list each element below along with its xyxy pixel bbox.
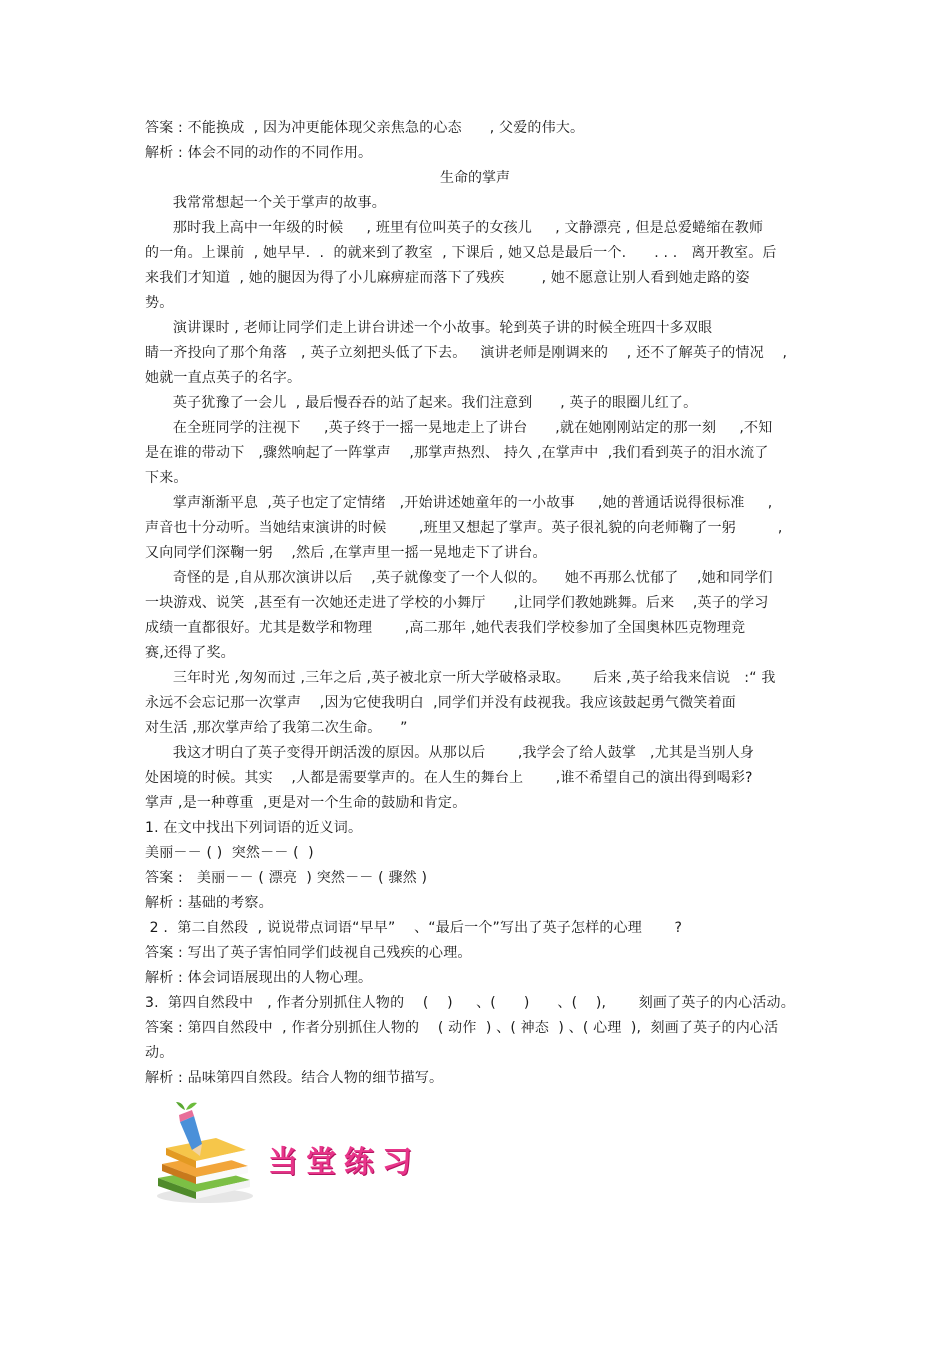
question-line: 美丽－－ ( ) 突然－－ ( ) xyxy=(145,845,314,861)
paragraph-line: 是在谁的带动下 ,骤然响起了一阵掌声 ,那掌声热烈、 持久 ,在掌声中 ,我们看到英子的泪水流了 xyxy=(145,445,769,461)
analysis-line: 解析 : 体会词语展现出的人物心理。 xyxy=(145,970,373,986)
paragraph-line: 下来。 xyxy=(145,470,188,486)
answer-line: 答案 : 第四自然段中 , 作者分别抓住人物的 ( 动作 ) 、( 神态 ) 、( 心理 ), 刻画了英子的内心活 xyxy=(145,1020,779,1036)
paragraph-line: 我这才明白了英子变得开朗活泼的原因。从那以后 ,我学会了给人鼓掌 ,尤其是当别人身 xyxy=(145,745,755,761)
analysis-line: 解析 : 基础的考察。 xyxy=(145,895,273,911)
paragraph-line: 永远不会忘记那一次掌声 ,因为它使我明白 ,同学们并没有歧视我。我应该鼓起勇气微笑着面 xyxy=(145,695,736,711)
analysis-line: 解析 : 体会不同的动作的不同作用。 xyxy=(145,145,373,161)
paragraph-line: 在全班同学的注视下 ,英子终于一摇一晃地走上了讲台 ,就在她刚刚站定的那一刻 ,不知 xyxy=(145,420,773,436)
paragraph-line: 声音也十分动听。当她结束演讲的时候 ,班里又想起了掌声。英子很礼貌的向老师鞠了一躬 , xyxy=(145,520,783,536)
paragraph-line: 成绩一直都很好。尤其是数学和物理 ,高二那年 ,她代表我们学校参加了全国奥林匹克物理竞 xyxy=(145,620,746,636)
section-heading: 当堂练习 xyxy=(268,1145,420,1180)
paragraph-line: 掌声 ,是一种尊重 ,更是对一个生命的鼓励和肯定。 xyxy=(145,795,467,811)
paragraph-line: 我常常想起一个关于掌声的故事。 xyxy=(145,195,386,211)
paragraph-line: 处困境的时候。其实 ,人都是需要掌声的。在人生的舞台上 ,谁不希望自己的演出得到喝彩? xyxy=(145,770,753,786)
paragraph-line: 又向同学们深鞠一躬 ,然后 ,在掌声里一摇一晃地走下了讲台。 xyxy=(145,545,547,561)
stacked-books-icon xyxy=(150,1100,260,1205)
analysis-line: 解析 : 品味第四自然段。结合人物的细节描写。 xyxy=(145,1070,444,1086)
passage-title: 生命的掌声 xyxy=(440,170,510,186)
paragraph-line: 对生活 ,那次掌声给了我第二次生命。 ” xyxy=(145,720,408,736)
paragraph-line: 势。 xyxy=(145,295,174,311)
question-line: 2 . 第二自然段 , 说说带点词语“早早” 、“最后一个”写出了英子怎样的心理 ? xyxy=(145,920,683,936)
paragraph-line: 那时我上高中一年级的时候 , 班里有位叫英子的女孩儿 , 文静漂亮 , 但是总爱蜷缩在教师 xyxy=(145,220,764,236)
paragraph-line: 掌声渐渐平息 ,英子也定了定情绪 ,开始讲述她童年的一小故事 ,她的普通话说得很标准 , xyxy=(145,495,773,511)
answer-line: 答案 : 不能换成 , 因为冲更能体现父亲焦急的心态 , 父爱的伟大。 xyxy=(145,120,585,136)
paragraph-line: 英子犹豫了一会儿 , 最后慢吞吞的站了起来。我们注意到 , 英子的眼圈儿红了。 xyxy=(145,395,698,411)
paragraph-line: 睛一齐投向了那个角落 , 英子立刻把头低了下去。 演讲老师是刚调来的 , 还不了解英子的情况 , xyxy=(145,345,788,361)
answer-line: 动。 xyxy=(145,1045,174,1061)
paragraph-line: 三年时光 ,匆匆而过 ,三年之后 ,英子被北京一所大学破格录取。 后来 ,英子给我来信说 :“ 我 xyxy=(145,670,776,686)
paragraph-line: 奇怪的是 ,自从那次演讲以后 ,英子就像变了一个人似的。 她不再那么忧郁了 ,她和同学们 xyxy=(145,570,773,586)
answer-line: 答案 : 美丽－－ ( 漂亮 ) 突然－－ ( 骤然 ) xyxy=(145,870,428,886)
question-line: 3. 第四自然段中 , 作者分别抓住人物的 ( ) 、( ) 、( ), 刻画了英子的内心活动。 xyxy=(145,995,795,1011)
answer-line: 答案 : 写出了英子害怕同学们歧视自己残疾的心理。 xyxy=(145,945,472,961)
paragraph-line: 一块游戏、说笑 ,甚至有一次她还走进了学校的小舞厅 ,让同学们教她跳舞。后来 ,英子的学习 xyxy=(145,595,769,611)
paragraph-line: 来我们才知道 , 她的腿因为得了小儿麻痹症而落下了残疾 , 她不愿意让别人看到她走路的姿 xyxy=(145,270,750,286)
paragraph-line: 的一角。上课前 , 她早早. . 的就来到了教室 , 下课后 , 她又总是最后一个. . . . 离开教室。后 xyxy=(145,245,777,261)
paragraph-line: 赛,还得了奖。 xyxy=(145,645,235,661)
question-line: 1. 在文中找出下列词语的近义词。 xyxy=(145,820,363,836)
paragraph-line: 她就一直点英子的名字。 xyxy=(145,370,302,386)
paragraph-line: 演讲课时 , 老师让同学们走上讲台讲述一个小故事。轮到英子讲的时候全班四十多双眼 xyxy=(145,320,713,336)
